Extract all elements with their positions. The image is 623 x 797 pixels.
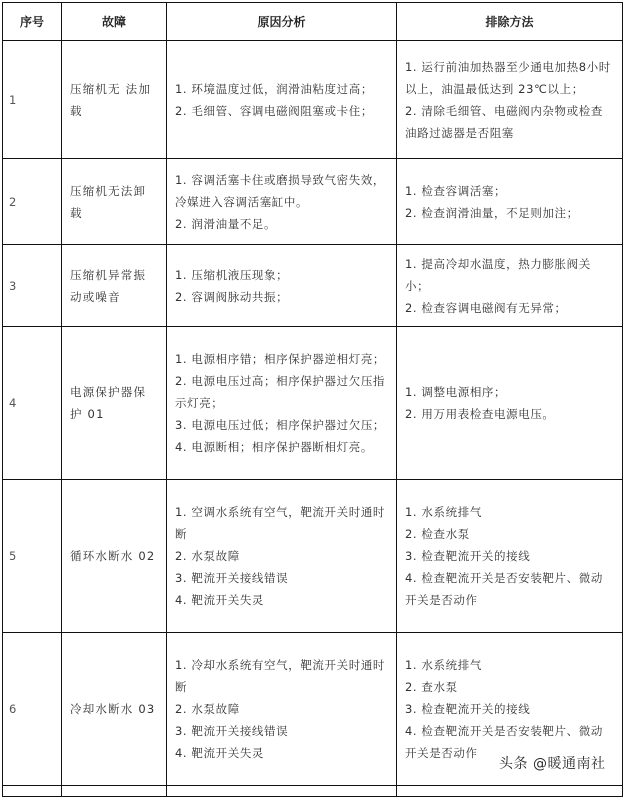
cause-cell	[167, 245, 397, 327]
solution-item: 2. 检查容调电磁阀有无异常；	[405, 300, 567, 315]
fault-name: 电源保护器保护 01	[62, 327, 167, 480]
row-number: 5	[3, 480, 62, 633]
cause-item: 1. 空调水系统有空气，靶流开关时通时断	[175, 505, 386, 541]
table-row	[3, 327, 623, 480]
cause-item: 2. 电源电压过高；相序保护器过欠压指示灯亮；	[175, 374, 386, 410]
cause-cell	[167, 480, 397, 633]
table-header-row	[3, 3, 623, 41]
solution-cell	[397, 159, 623, 245]
cause-cell	[167, 633, 397, 786]
fault-name: 压缩机无 法加载	[62, 41, 167, 159]
solution-item: 2. 检查水泵	[405, 527, 470, 541]
solution-item: 2. 清除毛细管、电磁阀内杂物或检查油路过滤器是否阻塞	[405, 103, 603, 140]
cause-item: 4. 靶流开关失灵	[175, 746, 265, 760]
solution-item: 3. 检查靶流开关的接线	[405, 549, 531, 563]
cause-item: 1. 电源相序错；相序保护器逆相灯亮；	[175, 352, 386, 366]
solution-item: 1. 调整电源相序；	[405, 385, 507, 399]
empty-cell	[397, 786, 623, 797]
table-row-partial	[3, 786, 623, 797]
solution-cell	[397, 327, 623, 480]
header-cause: 原因分析	[167, 3, 397, 41]
row-number: 2	[3, 159, 62, 245]
cause-item: 2. 水泵故障	[175, 549, 240, 563]
row-number: 3	[3, 245, 62, 327]
solution-item: 1. 水系统排气	[405, 658, 482, 672]
solution-item: 1. 检查容调活塞；	[405, 183, 507, 198]
solution-item: 1. 运行前油加热器至少通电加热8小时以上，油温最低达到 23℃以上；	[405, 59, 611, 96]
fault-name: 压缩机异常振动或噪音	[62, 245, 167, 327]
solution-item: 2. 检查润滑油量，不足则加注；	[405, 205, 579, 220]
empty-cell	[167, 786, 397, 797]
cause-item: 2. 容调阀脉动共振；	[175, 289, 289, 304]
fault-name: 压缩机无法卸载	[62, 159, 167, 245]
troubleshooting-table	[2, 2, 623, 797]
row-number: 6	[3, 633, 62, 786]
solution-item: 3. 检查靶流开关的接线	[405, 702, 531, 716]
fault-name: 冷却水断水 03	[62, 633, 167, 786]
solution-item: 2. 用万用表检查电源电压。	[405, 407, 555, 421]
solution-item: 4. 检查靶流开关是否安装靶片、微动开关是否动作	[405, 571, 603, 607]
solution-item: 2. 查水泵	[405, 680, 458, 694]
cause-item: 4. 电源断相；相序保护器断相灯亮。	[175, 440, 373, 454]
empty-cell	[3, 786, 62, 797]
table-row	[3, 41, 623, 159]
solution-cell	[397, 41, 623, 159]
cause-item: 4. 靶流开关失灵	[175, 593, 265, 607]
header-solution: 排除方法	[397, 3, 623, 41]
header-fault: 故障	[62, 3, 167, 41]
cause-item: 1. 冷却水系统有空气，靶流开关时通时断	[175, 658, 386, 694]
cause-item: 1. 环境温度过低，润滑油粘度过高；	[175, 81, 373, 96]
cause-item: 2. 润滑油量不足。	[175, 216, 277, 231]
cause-item: 2. 毛细管、容调电磁阀阻塞或卡住；	[175, 103, 373, 118]
table-row	[3, 480, 623, 633]
cause-cell	[167, 327, 397, 480]
cause-item: 3. 电源电压过低；相序保护器过欠压；	[175, 418, 386, 432]
row-number: 4	[3, 327, 62, 480]
empty-cell	[62, 786, 167, 797]
solution-cell	[397, 245, 623, 327]
cause-item: 1. 压缩机液压现象；	[175, 267, 289, 282]
cause-item: 3. 靶流开关接线错误	[175, 724, 289, 738]
header-no: 序号	[3, 3, 62, 41]
row-number: 1	[3, 41, 62, 159]
fault-name: 循环水断水 02	[62, 480, 167, 633]
solution-item: 4. 检查靶流开关是否安装靶片、微动开关是否动作	[405, 724, 603, 760]
solution-item: 1. 提高冷却水温度，热力膨胀阀关小；	[405, 256, 591, 293]
solution-cell	[397, 480, 623, 633]
cause-cell	[167, 159, 397, 245]
cause-item: 3. 靶流开关接线错误	[175, 571, 289, 585]
cause-item: 2. 水泵故障	[175, 702, 240, 716]
table-row	[3, 245, 623, 327]
solution-item: 1. 水系统排气	[405, 505, 482, 519]
cause-item: 1. 容调活塞卡住或磨损导致气密失效，冷媒进入容调活塞缸中。	[175, 172, 386, 209]
cause-cell	[167, 41, 397, 159]
watermark: 头条 @暖通南社	[497, 753, 607, 773]
table-row	[3, 159, 623, 245]
